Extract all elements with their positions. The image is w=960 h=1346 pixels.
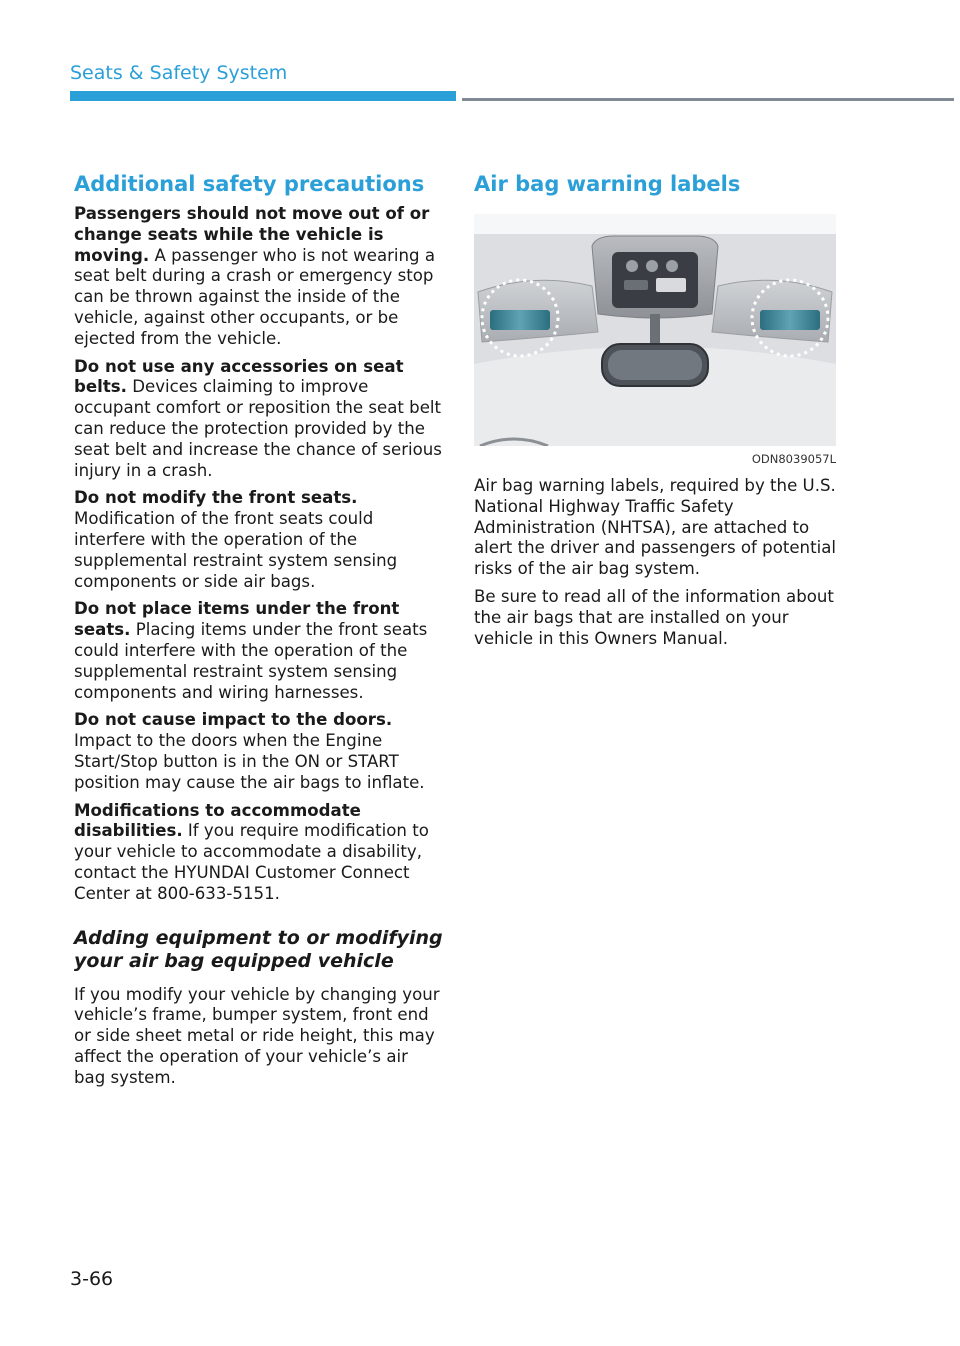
precaution-paragraph [74, 801, 444, 905]
precaution-body: Placing items under the front seats could interfere with the operation of the supplemental restraint system sensing components and wiring harnesses. [74, 620, 428, 702]
precaution-body: A passenger who is not wearing a seat belt during a crash or emergency stop can be thrown against the inside of the vehicle, against other occupants, or be ejected from the vehicle. [74, 245, 436, 348]
precaution-paragraph [74, 488, 444, 592]
precaution-lead: Do not cause impact to the doors. [74, 710, 393, 730]
modifying-equipment-subheading: Adding equipment to or modifying your air bag equipped vehicle [74, 926, 443, 972]
left-column [74, 172, 444, 1095]
precaution-lead: Do not place items under the front seats. [74, 599, 400, 640]
precaution-lead: Do not modify the front seats. [74, 488, 358, 508]
figure-code: ODN8039057L [751, 452, 836, 466]
header-rule-accent [70, 91, 456, 101]
overhead-console-figure [474, 214, 836, 446]
precaution-body: Modification of the front seats could interfere with the operation of the supplemental restraint system sensing components or side air bags. [74, 509, 398, 591]
precaution-body: If you require modification to your vehicle to accommodate a disability, contact the HYUNDAI Customer Connect Center at 800-633-5151. [74, 821, 429, 903]
section-title: Seats & Safety System [70, 62, 288, 84]
page-number: 3-66 [70, 1268, 114, 1290]
warning-labels-heading: Air bag warning labels [474, 172, 741, 196]
precaution-body: Impact to the doors when the Engine Start/Stop button is in the ON or START position may cause the air bags to inflate. [74, 731, 425, 792]
precaution-paragraph [74, 710, 444, 793]
precaution-body: Devices claiming to improve occupant comfort or reposition the seat belt can reduce the protection provided by the seat belt and increase the chance of serious injury in a crash. [74, 377, 442, 480]
right-column [474, 172, 836, 656]
modifying-equipment-paragraph: If you modify your vehicle by changing your vehicle’s frame, bumper system, front end or side sheet metal or ride height, this may affect the operation of your vehicle’s air bag system. [74, 984, 440, 1087]
warning-labels-paragraph: Be sure to read all of the information about the air bags that are installed on your vehicle in this Owners Manual. [474, 586, 834, 648]
precaution-lead: Passengers should not move out of or change seats while the vehicle is moving. [74, 204, 430, 265]
header-rule [462, 98, 954, 101]
precaution-lead: Modifications to accommodate disabilities. [74, 800, 361, 841]
warning-labels-paragraph: Air bag warning labels, required by the U.S. National Highway Traffic Safety Administration (NHTSA), are attached to alert the driver and passengers of potential risks of the air bag system. [474, 476, 836, 579]
left-airbag-label [490, 310, 550, 330]
precaution-paragraph [74, 599, 444, 703]
right-airbag-label [760, 310, 820, 330]
precaution-paragraph [74, 357, 444, 482]
precaution-paragraph [74, 204, 444, 350]
safety-precautions-heading: Additional safety precautions [74, 172, 425, 196]
precaution-lead: Do not use any accessories on seat belts. [74, 356, 404, 397]
headliner-illustration [474, 214, 836, 446]
